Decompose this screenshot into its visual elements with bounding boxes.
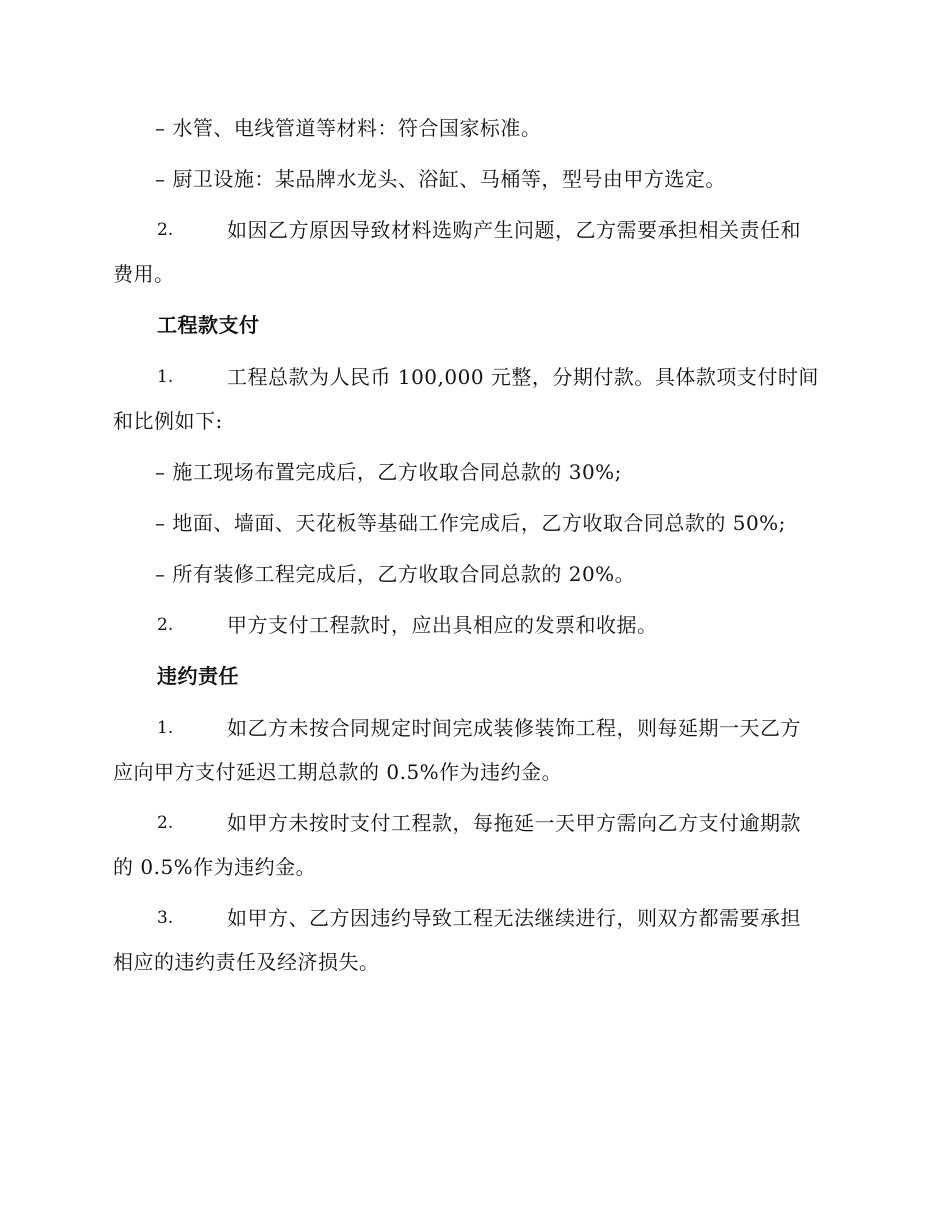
payment-stage3-line: – 所有装修工程完成后，乙方收取合同总款的 20%。 bbox=[155, 562, 636, 586]
payment-heading: 工程款支付 bbox=[157, 313, 260, 337]
liability-heading: 违约责任 bbox=[157, 664, 239, 688]
liability-item2-text-line1: 如甲方未按时支付工程款，每拖延一天甲方需向乙方支付逾期款 bbox=[227, 811, 801, 835]
liability-item1-text-line1: 如乙方未按合同规定时间完成装修装饰工程，则每延期一天乙方 bbox=[227, 716, 801, 740]
liability-item3-text-line2: 相应的违约责任及经济损失。 bbox=[113, 950, 380, 974]
materials-bathroom-line: – 厨卫设施：某品牌水龙头、浴缸、马桶等，型号由甲方选定。 bbox=[155, 167, 726, 191]
liability-item1-number: 1. bbox=[157, 718, 174, 738]
liability-item3-text-line1: 如甲方、乙方因违约导致工程无法继续进行，则双方都需要承担 bbox=[227, 906, 801, 930]
payment-item2-number: 2. bbox=[157, 615, 174, 635]
payment-stage1-line: – 施工现场布置完成后，乙方收取合同总款的 30%; bbox=[155, 460, 622, 484]
liability-item2-text-line2: 的 0.5%作为违约金。 bbox=[113, 855, 317, 879]
payment-stage2-line: – 地面、墙面、天花板等基础工作完成后，乙方收取合同总款的 50%; bbox=[155, 511, 786, 535]
liability-item3-number: 3. bbox=[157, 908, 174, 928]
payment-item1-text-line2: 和比例如下: bbox=[113, 409, 223, 433]
liability-item1-text-line2: 应向甲方支付延迟工期总款的 0.5%作为违约金。 bbox=[113, 760, 563, 784]
materials-item2-text-line2: 费用。 bbox=[113, 262, 175, 286]
materials-pipes-line: – 水管、电线管道等材料：符合国家标准。 bbox=[155, 116, 542, 140]
materials-item2-text-line1: 如因乙方原因导致材料选购产生问题，乙方需要承担相关责任和 bbox=[227, 218, 801, 242]
liability-item2-number: 2. bbox=[157, 813, 174, 833]
materials-item2-number: 2. bbox=[157, 220, 174, 240]
payment-item1-number: 1. bbox=[157, 367, 174, 387]
payment-item2-text: 甲方支付工程款时，应出具相应的发票和收据。 bbox=[227, 613, 658, 637]
payment-item1-text-line1: 工程总款为人民币 100,000 元整，分期付款。具体款项支付时间 bbox=[227, 365, 819, 389]
